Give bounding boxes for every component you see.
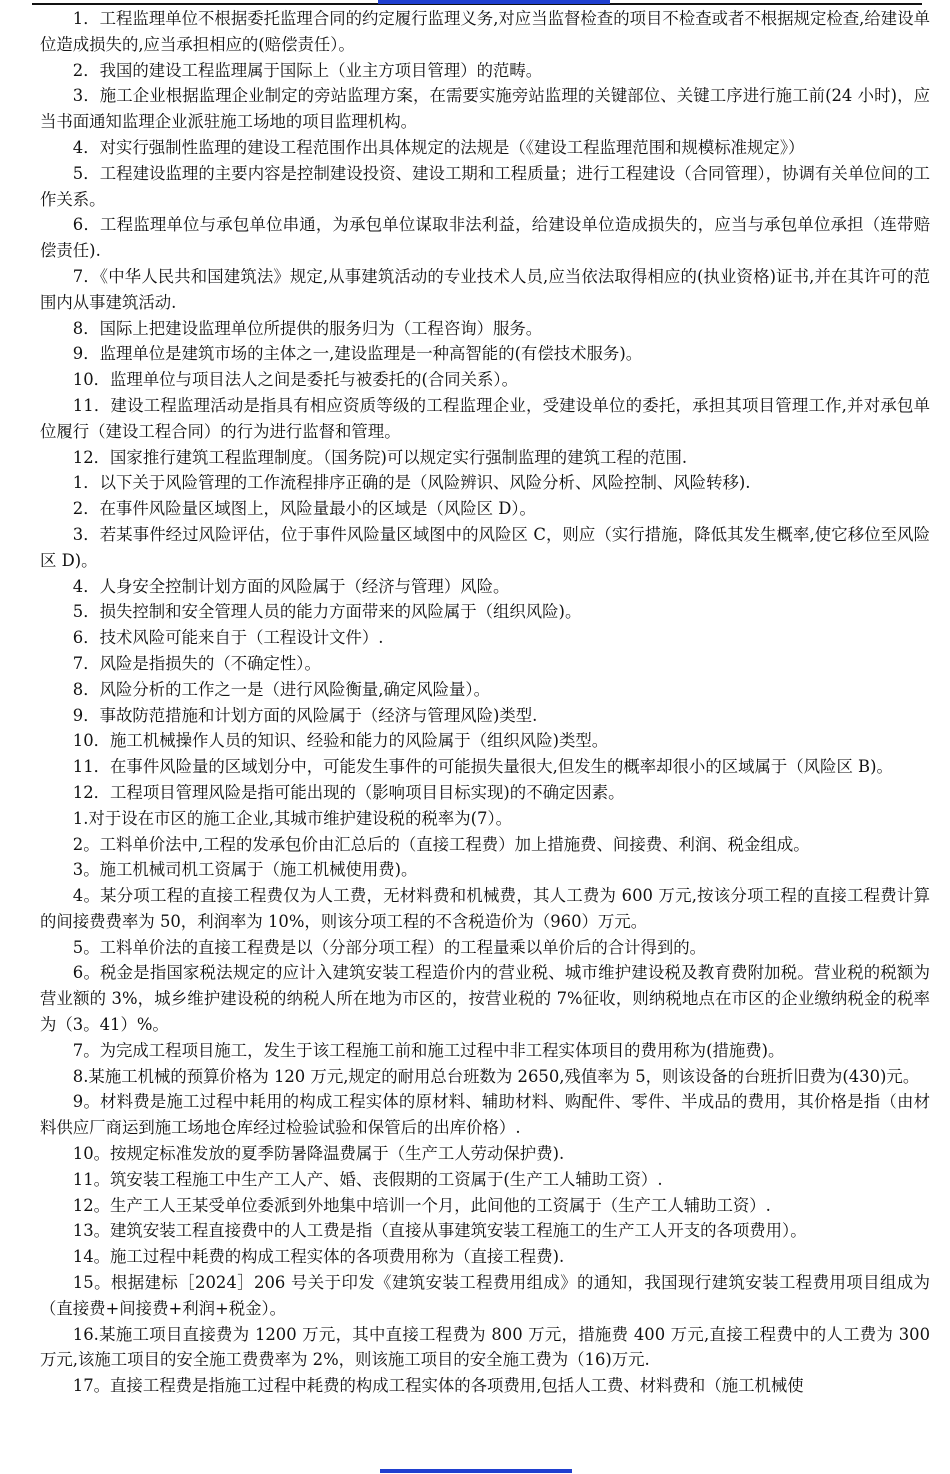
question-paragraph: 9。材料费是施工过程中耗用的构成工程实体的原材料、辅助材料、购配件、零件、半成品的费用，其价格是指（由材料供应厂商运到施工场地仓库经过检验试验和保管后的出库价格）. — [40, 1092, 930, 1138]
question-paragraph: 4。某分项工程的直接工程费仅为人工费，无材料费和机械费，其人工费为 600 万元,按该分项工程的直接工程费计算的间接费费率为 50，利润率为 10%，则该分项工程的不含税造价为（960）万元。 — [40, 886, 930, 931]
question-paragraph: 2．我国的建设工程监理属于国际上（业主方项目管理）的范畴。 — [72, 60, 543, 80]
question-paragraph: 4．人身安全控制计划方面的风险属于（经济与管理）风险。 — [72, 576, 510, 596]
question-paragraph: 3．若某事件经过风险评估，位于事件风险量区域图中的风险区 C，则应（实行措施，降低其发生概率,使它移位至风险区 D)。 — [40, 524, 930, 570]
top-accent-bar — [378, 0, 610, 4]
question-paragraph: 3。施工机械司机工资属于（施工机械使用费)。 — [72, 860, 418, 880]
question-paragraph: 11．建设工程监理活动是指具有相应资质等级的工程监理企业，受建设单位的委托，承担其项目管理工作,并对承包单位履行（建设工程合同）的行为进行监督和管理。 — [40, 395, 930, 441]
bottom-accent-bar — [380, 1469, 572, 1473]
question-paragraph: 9．监理单位是建筑市场的主体之一,建设监理是一种高智能的(有偿技术服务)。 — [72, 344, 643, 364]
question-paragraph: 7．风险是指损失的（不确定性）。 — [72, 653, 321, 673]
question-paragraph: 16.某施工项目直接费为 1200 万元，其中直接工程费为 800 万元，措施费 400 万元,直接工程费中的人工费为 300 万元,该施工项目的安全施工费费率为 2%，则该施工项目的安全施工费为（16)万元. — [40, 1324, 930, 1370]
question-paragraph: 1.对于设在市区的施工企业,其城市维护建设税的税率为(7）。 — [72, 808, 513, 828]
question-paragraph: 14。施工过程中耗费的构成工程实体的各项费用称为（直接工程费). — [72, 1247, 565, 1267]
question-paragraph: 4．对实行强制性监理的建设工程范围作出具体规定的法规是（《建设工程监理范围和规模标准规定》） — [72, 137, 805, 157]
question-paragraph: 1．工程监理单位不根据委托监理合同的约定履行监理义务,对应当监督检查的项目不检查或者不根据规定检查,给建设单位造成损失的,应当承担相应的(赔偿责任）。 — [40, 9, 930, 54]
question-paragraph: 12。生产工人王某受单位委派到外地集中培训一个月，此间他的工资属于（生产工人辅助工资）. — [72, 1195, 771, 1215]
question-paragraph: 13。建筑安装工程直接费中的人工费是指（直接从事建筑安装工程施工的生产工人开支的各项费用）。 — [72, 1221, 807, 1241]
question-paragraph: 2。工料单价法中,工程的发承包价由汇总后的（直接工程费）加上措施费、间接费、利润、税金组成。 — [72, 834, 810, 854]
question-paragraph: 12．工程项目管理风险是指可能出现的（影响项目目标实现)的不确定因素。 — [72, 782, 625, 802]
question-paragraph: 5．损失控制和安全管理人员的能力方面带来的风险属于（组织风险)。 — [72, 602, 582, 622]
question-paragraph: 11．在事件风险量的区域划分中，可能发生事件的可能损失量很大,但发生的概率却很小的区域属于（风险区 B)。 — [72, 757, 893, 777]
question-paragraph: 8．风险分析的工作之一是（进行风险衡量,确定风险量）。 — [72, 679, 490, 699]
question-paragraph: 5．工程建设监理的主要内容是控制建设投资、建设工期和工程质量；进行工程建设（合同管理），协调有关单位间的工作关系。 — [40, 163, 930, 209]
question-paragraph: 8.某施工机械的预算价格为 120 万元,规定的耐用总台班数为 2650,残值率为 5，则该设备的台班折旧费为(430)元。 — [72, 1066, 920, 1086]
question-paragraph: 10．施工机械操作人员的知识、经验和能力的风险属于（组织风险)类型。 — [72, 731, 609, 751]
question-paragraph: 15。根据建标［2024］206 号关于印发《建筑安装工程费用组成》的通知，我国现行建筑安装工程费用项目组成为（直接费+间接费+利润+税金）。 — [40, 1273, 930, 1318]
question-paragraph: 6。税金是指国家税法规定的应计入建筑安装工程造价内的营业税、城市维护建设税及教育费附加税。营业税的税额为营业额的 3%，城乡维护建设税的纳税人所在地为市区的，按营业税的 7%征收，则纳税地点在市区的企业缴纳税金的税率为（3。41）%。 — [40, 963, 930, 1035]
question-paragraph: 12．国家推行建筑工程监理制度。（国务院)可以规定实行强制监理的建筑工程的范围. — [72, 447, 688, 467]
question-paragraph: 6．技术风险可能来自于（工程设计文件）. — [72, 628, 384, 648]
question-list — [40, 6, 930, 1399]
question-paragraph: 10．监理单位与项目法人之间是委托与被委托的(合同关系）。 — [72, 370, 519, 390]
question-paragraph: 7．《中华人民共和国建筑法》规定,从事建筑活动的专业技术人员,应当依法取得相应的(执业资格)证书,并在其许可的范围内从事建筑活动. — [40, 266, 930, 312]
question-paragraph: 17。直接工程费是指施工过程中耗费的构成工程实体的各项费用,包括人工费、材料费和（施工机械使 — [72, 1376, 804, 1396]
question-paragraph: 5。工料单价法的直接工程费是以（分部分项工程）的工程量乘以单价后的合计得到的。 — [72, 937, 707, 957]
question-paragraph: 9．事故防范措施和计划方面的风险属于（经济与管理风险)类型. — [72, 705, 538, 725]
question-paragraph: 6．工程监理单位与承包单位串通，为承包单位谋取非法利益，给建设单位造成损失的，应当与承包单位承担（连带赔偿责任). — [40, 215, 930, 261]
question-paragraph: 1．以下关于风险管理的工作流程排序正确的是（风险辨识、风险分析、风险控制、风险转移). — [72, 473, 751, 493]
question-paragraph: 10。按规定标准发放的夏季防暑降温费属于（生产工人劳动保护费). — [72, 1144, 565, 1164]
question-paragraph: 2．在事件风险量区域图上，风险量最小的区域是（风险区 D）。 — [72, 499, 536, 519]
question-paragraph: 8．国际上把建设监理单位所提供的服务归为（工程咨询）服务。 — [72, 318, 543, 338]
question-paragraph: 3．施工企业根据监理企业制定的旁站监理方案，在需要实施旁站监理的关键部位、关键工序进行施工前(24 小时)，应当书面通知监理企业派驻施工场地的项目监理机构。 — [40, 86, 930, 132]
question-paragraph: 11。筑安装工程施工中生产工人产、婚、丧假期的工资属于(生产工人辅助工资）. — [72, 1169, 663, 1189]
question-paragraph: 7。为完成工程项目施工，发生于该工程施工前和施工过程中非工程实体项目的费用称为(措施费)。 — [72, 1040, 785, 1060]
